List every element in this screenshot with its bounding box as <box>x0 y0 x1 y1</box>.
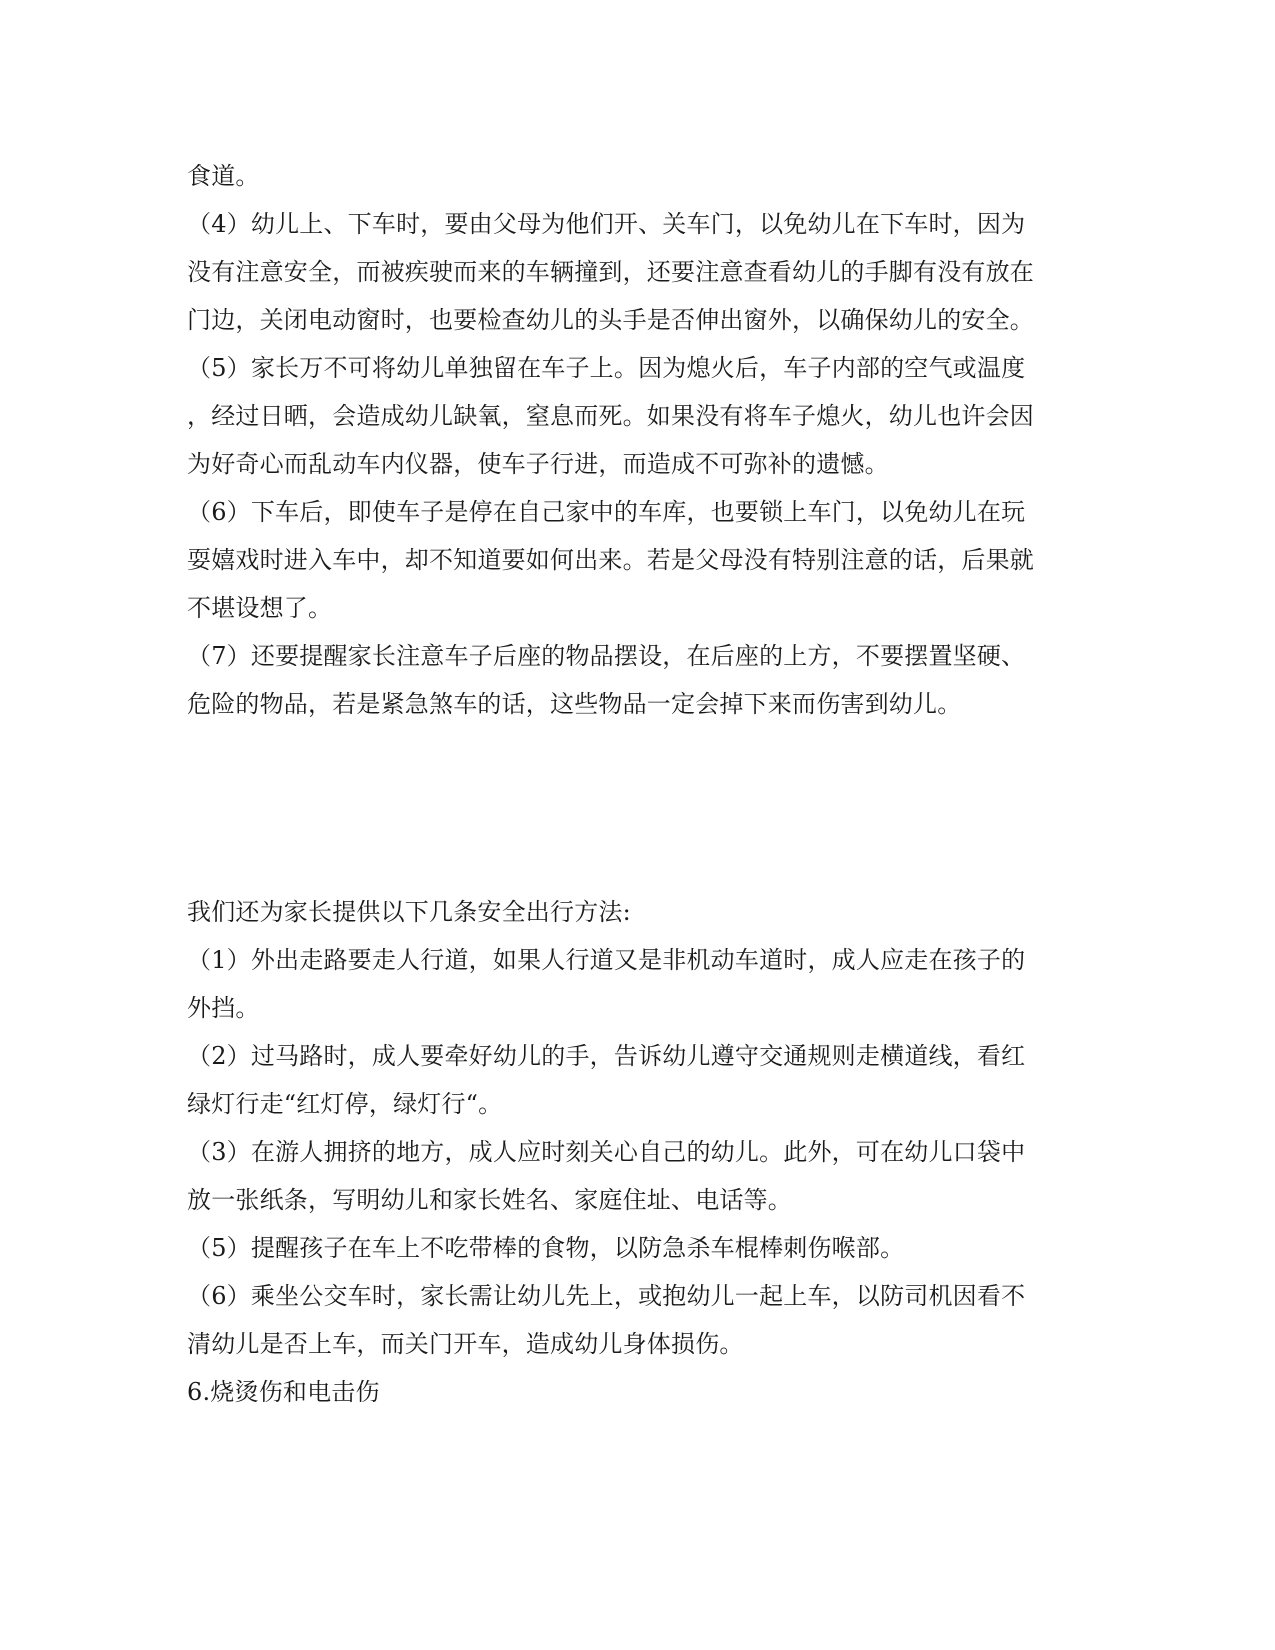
text-line: 食道。 <box>187 162 260 190</box>
text-line: （2）过马路时，成人要牵好幼儿的手，告诉幼儿遵守交通规则走横道线，看红 <box>187 1042 1026 1070</box>
text-line: 清幼儿是否上车，而关门开车，造成幼儿身体损伤。 <box>187 1330 744 1358</box>
text-line: （4）幼儿上、下车时，要由父母为他们开、关车门，以免幼儿在下车时，因为 <box>187 210 1026 238</box>
text-line: 为好奇心而乱动车内仪器，使车子行进，而造成不可弥补的遗憾。 <box>187 450 889 478</box>
text-line: 我们还为家长提供以下几条安全出行方法: <box>187 898 631 926</box>
text-line: ，经过日晒，会造成幼儿缺氧，窒息而死。如果没有将车子熄火，幼儿也许会因 <box>187 402 1034 430</box>
text-line: （5）提醒孩子在车上不吃带棒的食物，以防急杀车棍棒刺伤喉部。 <box>187 1234 905 1262</box>
text-line: 危险的物品，若是紧急煞车的话，这些物品一定会掉下来而伤害到幼儿。 <box>187 690 962 718</box>
text-line: （7）还要提醒家长注意车子后座的物品摆设，在后座的上方，不要摆置坚硬、 <box>187 642 1026 670</box>
text-line: 外挡。 <box>187 994 260 1022</box>
text-line: 门边，关闭电动窗时，也要检查幼儿的头手是否伸出窗外，以确保幼儿的安全。 <box>187 306 1034 334</box>
text-line: 耍嬉戏时进入车中，却不知道要如何出来。若是父母没有特别注意的话，后果就 <box>187 546 1034 574</box>
section-heading: 6.烧烫伤和电击伤 <box>187 1378 380 1406</box>
text-line: 不堪设想了。 <box>187 594 333 622</box>
text-line: （5）家长万不可将幼儿单独留在车子上。因为熄火后，车子内部的空气或温度 <box>187 354 1026 382</box>
text-line: 没有注意安全，而被疾驶而来的车辆撞到，还要注意查看幼儿的手脚有没有放在 <box>187 258 1034 286</box>
text-line: 绿灯行走“红灯停，绿灯行“。 <box>187 1090 503 1118</box>
text-line: （1）外出走路要走人行道，如果人行道又是非机动车道时，成人应走在孩子的 <box>187 946 1026 974</box>
text-line: 放一张纸条，写明幼儿和家长姓名、家庭住址、电话等。 <box>187 1186 792 1214</box>
text-block-travel-tips <box>187 888 1047 1416</box>
text-line: （6）下车后，即使车子是停在自己家中的车库，也要锁上车门，以免幼儿在玩 <box>187 498 1026 526</box>
text-block-car-safety <box>187 152 1047 728</box>
text-line: （6）乘坐公交车时，家长需让幼儿先上，或抱幼儿一起上车，以防司机因看不 <box>187 1282 1026 1310</box>
text-line: （3）在游人拥挤的地方，成人应时刻关心自己的幼儿。此外，可在幼儿口袋中 <box>187 1138 1026 1166</box>
